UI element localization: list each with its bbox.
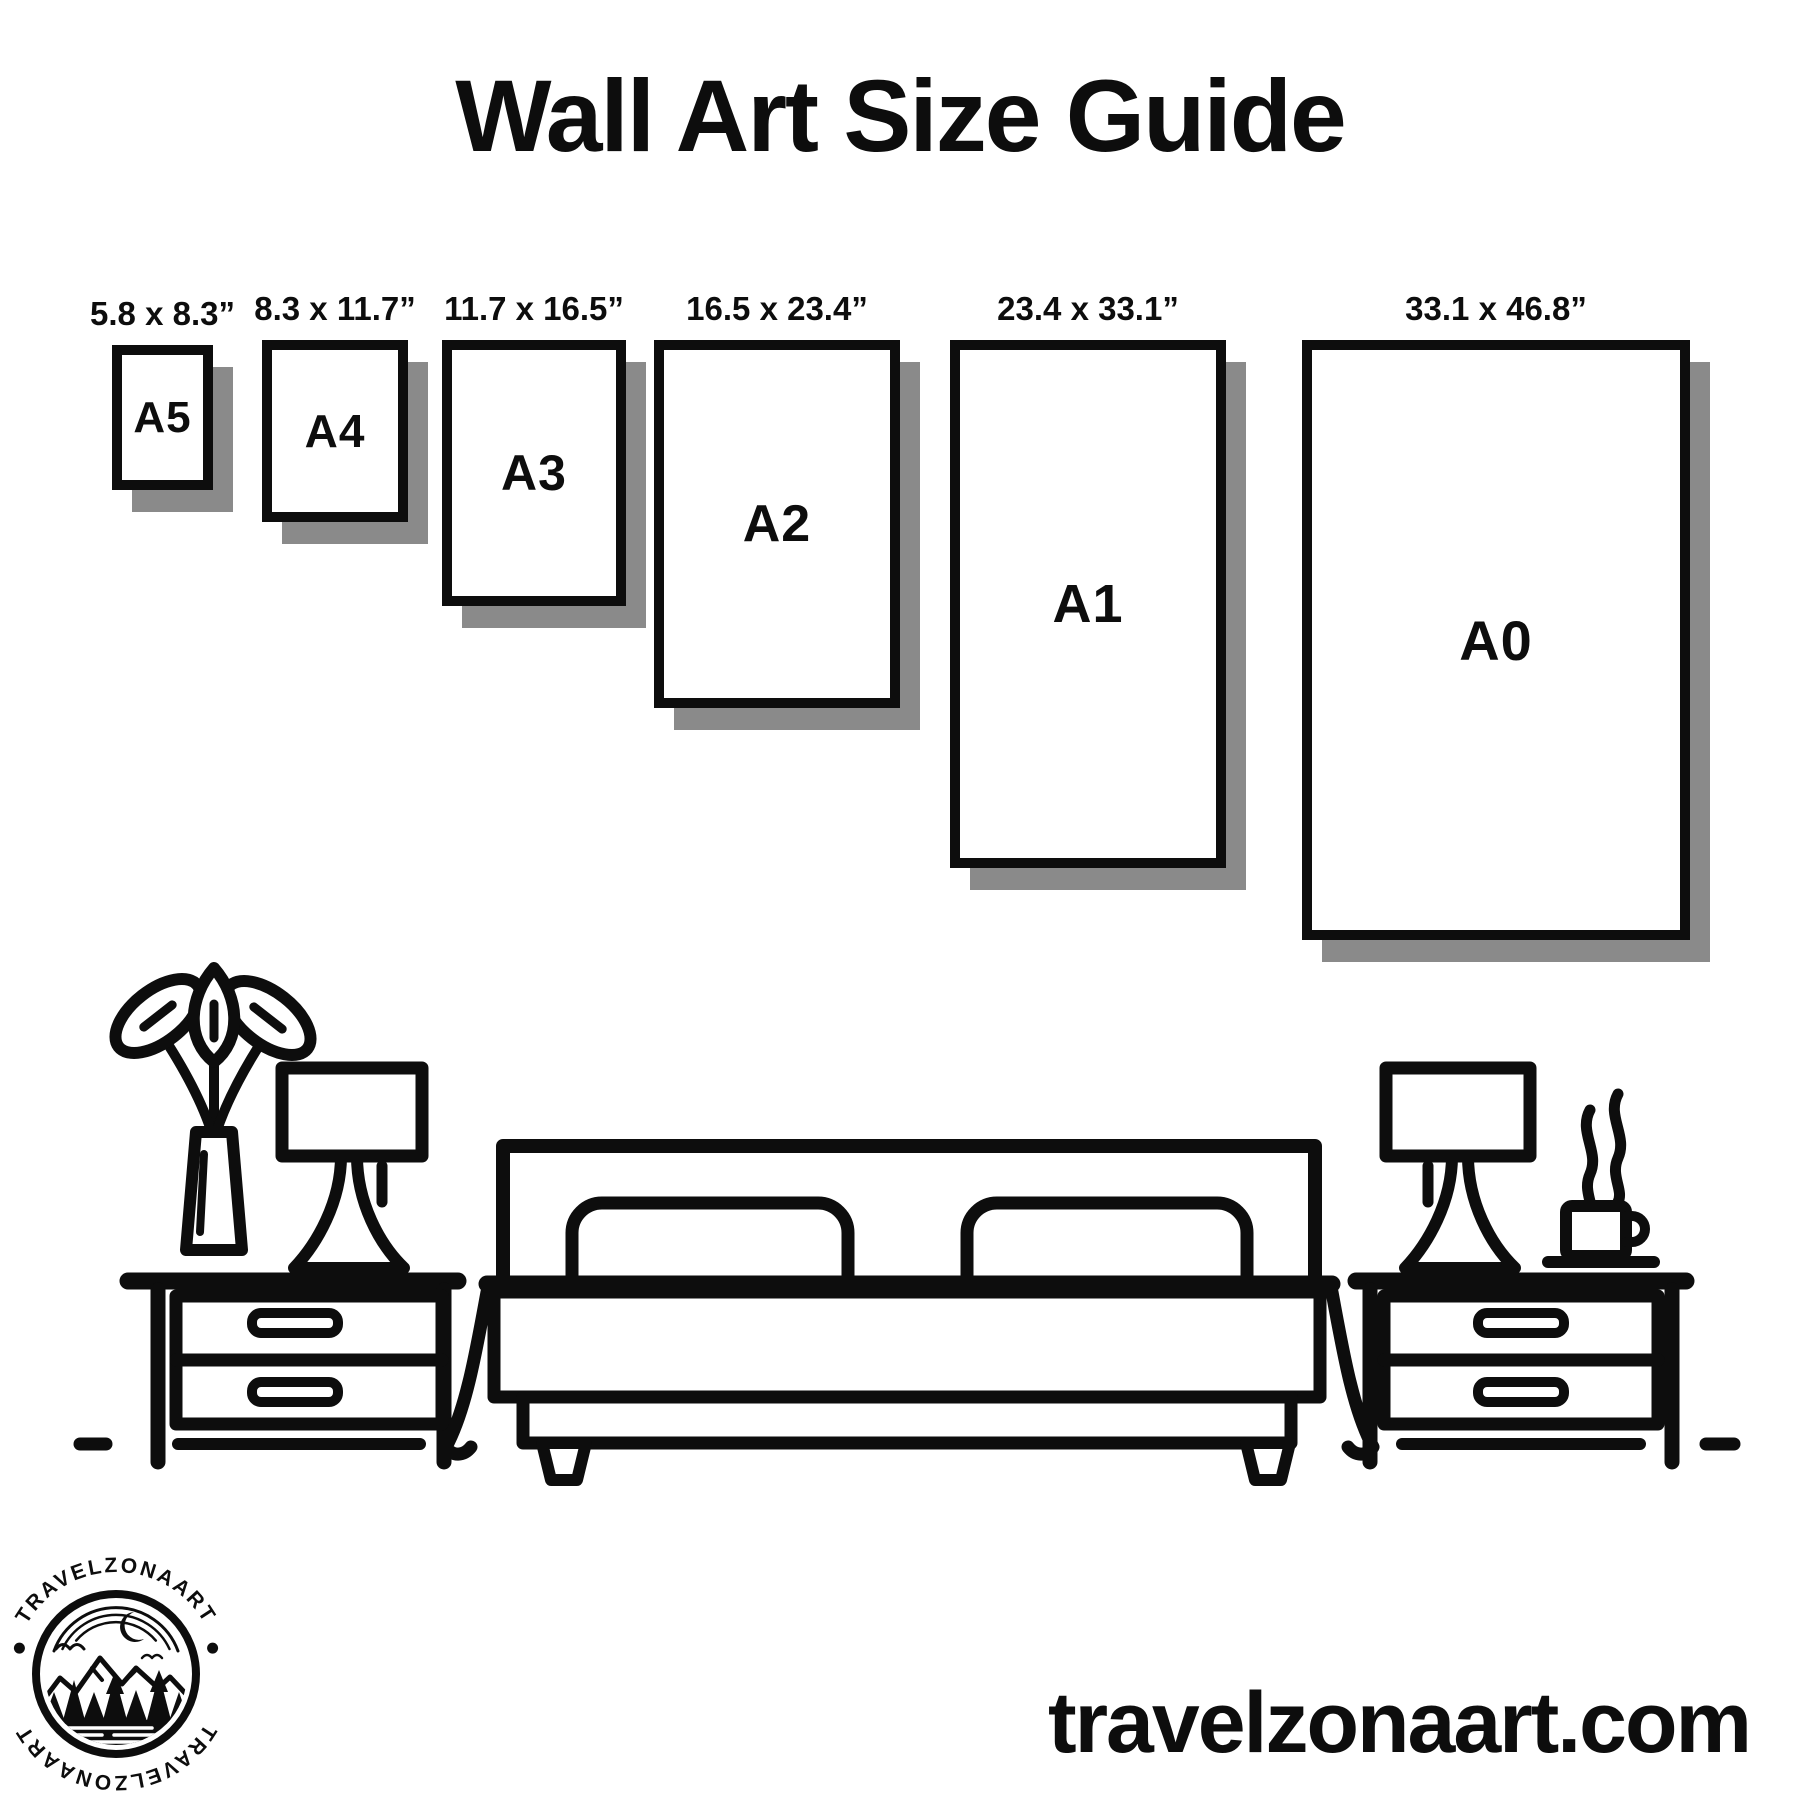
bed-blanket [494,1292,1320,1397]
website-url: travelzonaart.com [1047,1675,1750,1771]
vase [186,1132,242,1250]
steaming-mug-icon [1548,1094,1654,1262]
bed-leg-left [542,1443,586,1480]
frame-a1-label: A1 [1052,574,1124,634]
frame-a2 [654,290,900,708]
frame-a4-label: A4 [304,405,366,457]
frame-a1-size-label: 23.4 x 33.1” [997,290,1179,327]
lamp-shade [1386,1068,1530,1156]
frame-a5-label: A5 [133,392,192,442]
frame-a1 [950,290,1226,868]
bedroom-scene-illustration [0,940,1800,1500]
table-lamp-left-icon [282,1068,422,1268]
logo-arc-text-top: TRAVELZONAART [11,1553,221,1628]
frame-a2-label: A2 [742,495,812,553]
logo-arc-text-bottom: TRAVELZONAART [11,1720,221,1795]
steam-line [1614,1094,1620,1202]
table-lamp-right-icon [1386,1068,1530,1268]
travelzonaart-logo [2,1552,232,1800]
logo-dot-right [207,1643,218,1654]
double-bed-icon [446,1146,1373,1480]
frame-a3 [442,290,626,606]
nightstand-right-group [1356,1068,1686,1462]
lamp-stem [1405,1156,1515,1268]
bed-leg-right [1246,1443,1290,1480]
frame-a0-label: A0 [1459,608,1533,672]
frame-a2-size-label: 16.5 x 23.4” [686,290,868,327]
mug-body [1566,1206,1626,1256]
frame-a3-size-label: 11.7 x 16.5” [444,290,624,327]
bird-icon [142,1655,162,1658]
frame-a5 [90,295,235,490]
page-title: Wall Art Size Guide [455,59,1345,173]
lamp-shade [282,1068,422,1156]
nightstand-left-group [103,965,458,1462]
frame-a3-label: A3 [501,445,567,501]
bed-base [523,1397,1291,1443]
frame-a0-size-label: 33.1 x 46.8” [1405,290,1587,327]
frame-a5-size-label: 5.8 x 8.3” [90,295,235,332]
blanket-drape-left [446,1292,487,1454]
frame-a4-size-label: 8.3 x 11.7” [254,290,416,327]
bird-icon [56,1645,84,1650]
logo-dot-left [14,1643,25,1654]
frame-a4 [254,290,416,522]
frame-a0 [1302,290,1690,940]
